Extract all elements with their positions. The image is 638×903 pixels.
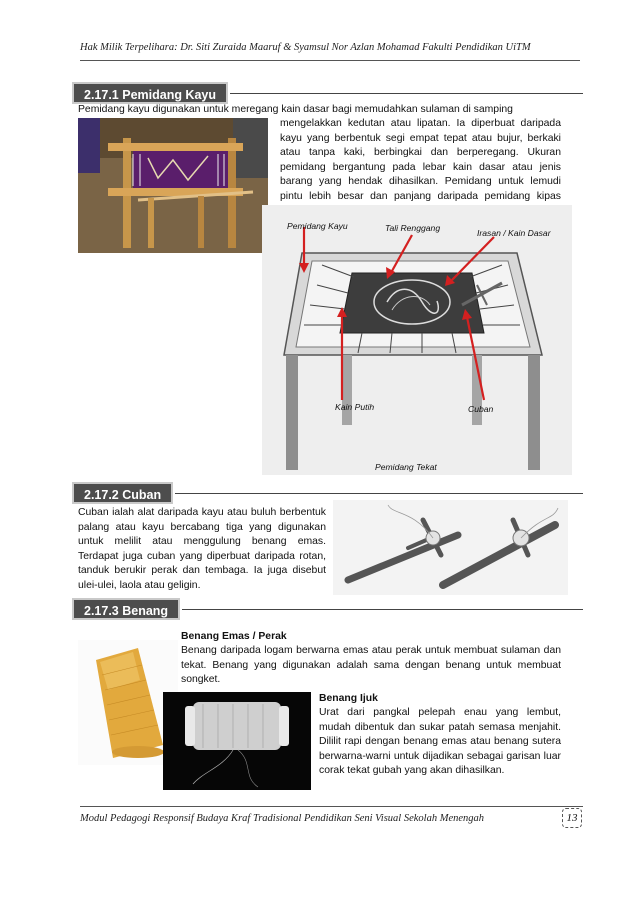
section-rule (230, 93, 583, 94)
paragraph-cuban: Cuban ialah alat daripada kayu atau buluh berbentuk palang atau kayu bercabang tiga yang digunakan untuk melilit atau menggulung benang emas. Terdapat juga cuban yang diperbuat daripada rotan, tanduk berukir perak dan tembaga. Ia juga disebut ulei-ulei, laola atau geligin. (78, 507, 326, 591)
wooden-frame-photo (78, 118, 268, 253)
section-title: 2.17.2 Cuban (72, 482, 173, 504)
paragraph-pemidang-kayu: mengelakkan kedutan atau lipatan. Ia diperbuat daripada kayu yang berbentuk segi empat tepat atau bujur, berkaki atau tanpa kaki, berbingkai dan berperegang. Ukuran pemidang bergantung pada lebar kain dasar atau jenis barang yang hendak dihasilkan. Pemidang untuk lemudi pintu lebih besar dan panjang daripada pemidang kipas (280, 118, 561, 202)
pemidang-tekat-diagram (262, 205, 572, 475)
label-cuban: Cuban (468, 404, 494, 414)
section-rule (175, 493, 583, 494)
section-title: 2.17.1 Pemidang Kayu (72, 82, 228, 104)
footer-rule (80, 806, 583, 807)
label-kain-putih: Kain Putih (335, 402, 375, 412)
benang-ijuk-heading: Benang Ijuk (319, 693, 378, 704)
paragraph-benang-emas: Benang daripada logam berwarna emas atau perak untuk membuat sulaman dan tekat. Benang yang digunakan adalah sama dengan benang untuk membuat songket. (181, 645, 561, 686)
section-heading-pemidang-kayu (72, 82, 583, 104)
page-number: 13 (562, 808, 582, 828)
header-rule (80, 60, 580, 61)
label-irasan: Irasan / Kain Dasar (477, 228, 551, 238)
paragraph-line-1: Pemidang kayu digunakan untuk meregang kain dasar bagi memudahkan sulaman di samping (78, 104, 513, 115)
section-title: 2.17.3 Benang (72, 598, 180, 620)
label-pemidang-kayu: Pemidang Kayu (287, 221, 348, 231)
page-header: Hak Milik Terpelihara: Dr. Siti Zuraida Maaruf & Syamsul Nor Azlan Mohamad Fakulti Pendidikan UiTM (80, 42, 531, 53)
silver-thread-photo (163, 692, 311, 790)
section-heading-benang (72, 598, 583, 620)
benang-emas-heading: Benang Emas / Perak (181, 631, 287, 642)
page-footer: Modul Pedagogi Responsif Budaya Kraf Tradisional Pendidikan Seni Visual Sekolah Menengah (80, 813, 485, 824)
label-tali-renggang: Tali Renggang (385, 223, 441, 233)
cuban-tools-photo (333, 500, 568, 595)
paragraph-benang-ijuk: Urat dari pangkal pelepah enau yang lembut, mudah dibentuk dan sukar patah semasa menjahit. Dililit rapi dengan benang emas atau benang sutera berwarna-warni untuk dijadikan sebagai garisan luar corak tekat gubah yang akan dihasilkan. (319, 707, 561, 777)
section-rule (182, 609, 583, 610)
label-pemidang-tekat: Pemidang Tekat (375, 462, 437, 472)
